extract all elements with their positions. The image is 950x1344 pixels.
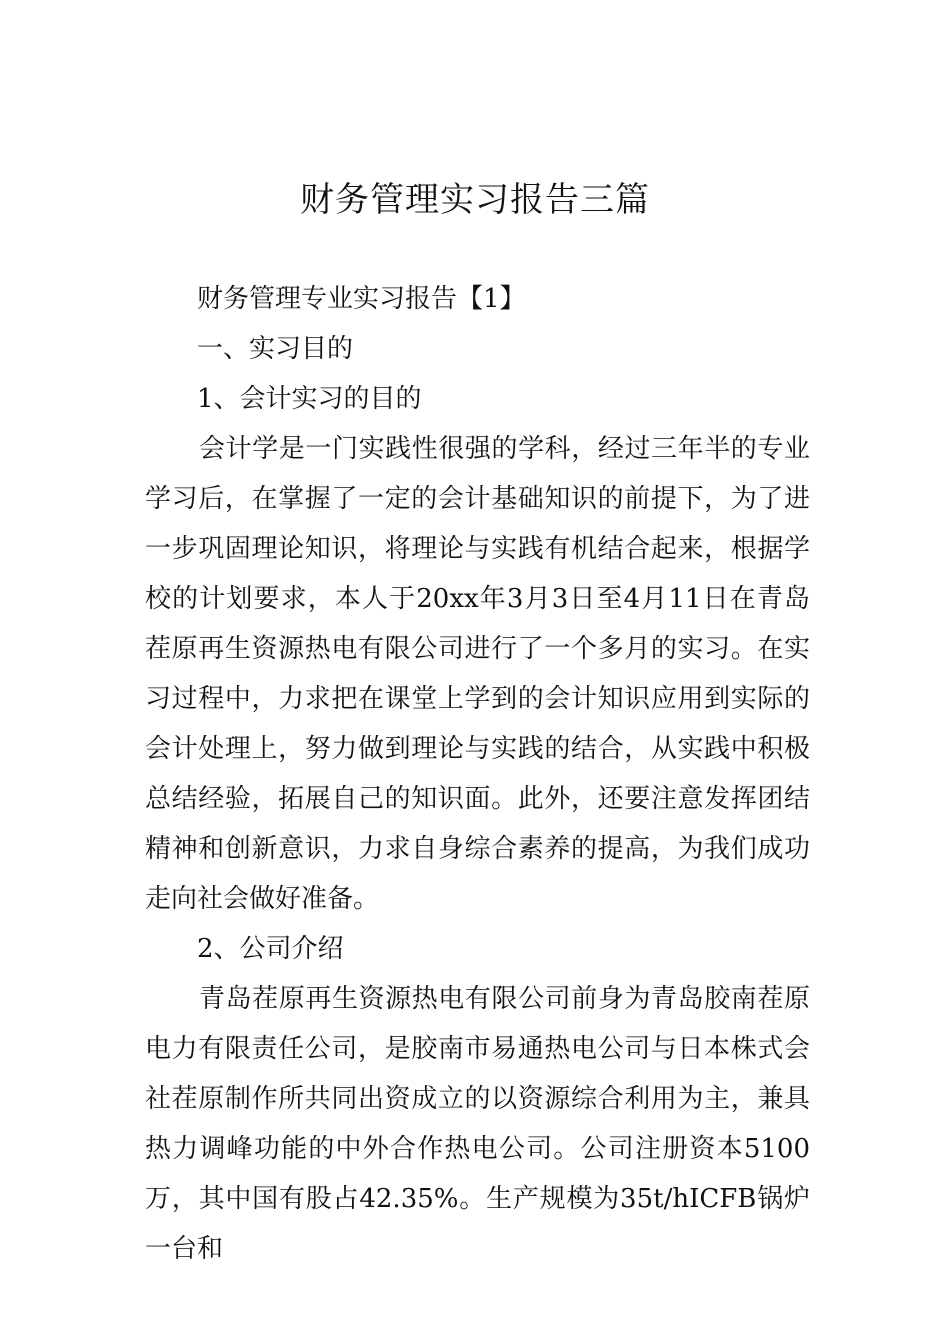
subsection-heading-company-intro: 2、公司介绍 (197, 934, 344, 964)
paragraph-company-intro: 青岛茬原再生资源热电有限公司前身为青岛胶南茬原电力有限责任公司，是胶南市易通热电公司与日本株式会社茬原制作所共同出资成立的以资源综合利用为主，兼具热力调峰功能的中外合作热电公司。公司注册资本5100万，其中国有股占42.35%。生产规模为35t/hICFB锅炉一台和 (145, 984, 810, 1264)
subsection-heading-accounting-purpose: 1、会计实习的目的 (197, 384, 422, 414)
section-heading-purpose: 一、实习目的 (197, 334, 354, 364)
section-heading-report-1: 财务管理专业实习报告【1】 (197, 284, 526, 314)
document-title: 财务管理实习报告三篇 (300, 180, 650, 220)
paragraph-accounting-purpose: 会计学是一门实践性很强的学科，经过三年半的专业学习后，在掌握了一定的会计基础知识的前提下，为了进一步巩固理论知识，将理论与实践有机结合起来，根据学校的计划要求，本人于20xx年3月3日至4月11日在青岛茬原再生资源热电有限公司进行了一个多月的实习。在实习过程中，力求把在课堂上学到的会计知识应用到实际的会计处理上，努力做到理论与实践的结合，从实践中积极总结经验，拓展自己的知识面。此外，还要注意发挥团结精神和创新意识，力求自身综合素养的提高，为我们成功走向社会做好准备。 (145, 434, 810, 914)
document-body (145, 274, 810, 1274)
